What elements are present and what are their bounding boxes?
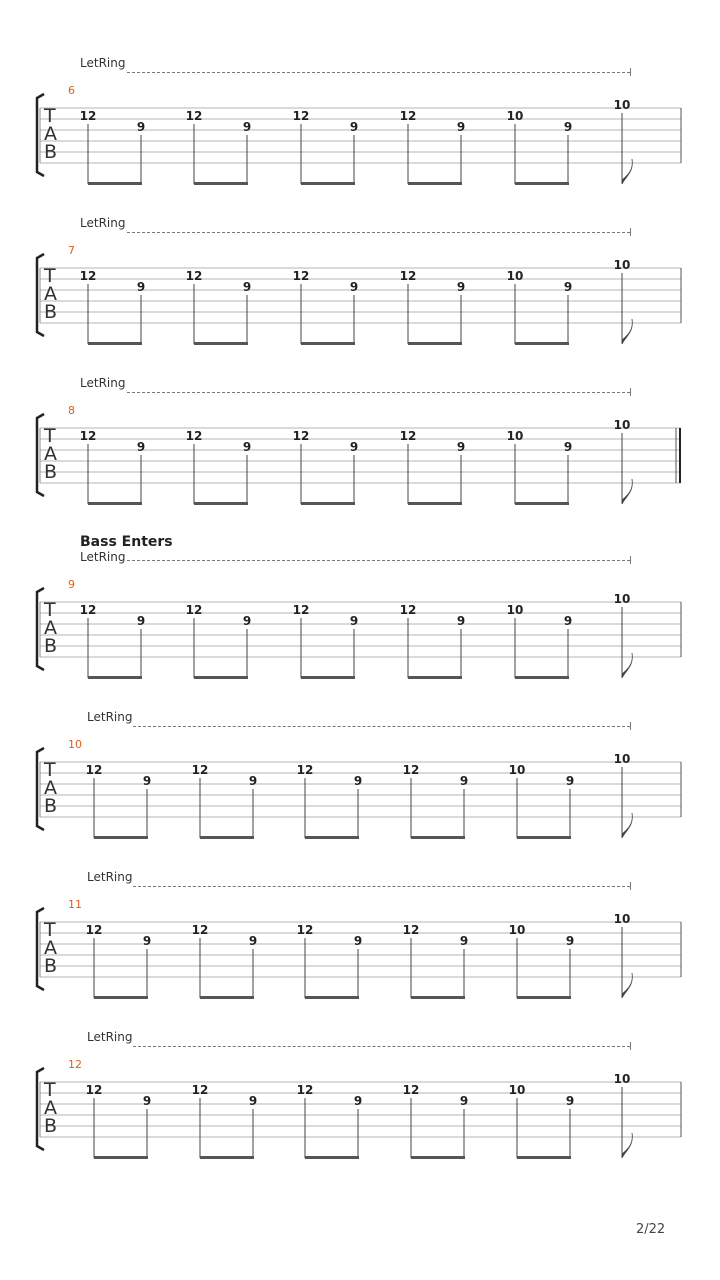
fret-number-final: 10 <box>613 258 631 272</box>
fret-number-mid: 9 <box>459 1094 469 1108</box>
fret-number-mid: 9 <box>248 1094 258 1108</box>
note-beam <box>88 342 142 345</box>
fret-number-mid: 9 <box>248 774 258 788</box>
tab-clef-letter: T <box>44 919 56 941</box>
fret-number-mid: 9 <box>349 440 359 454</box>
fret-number-mid: 9 <box>136 280 146 294</box>
note-beam <box>301 676 355 679</box>
section-text: Bass Enters <box>80 534 173 550</box>
fret-number-mid: 9 <box>242 440 252 454</box>
note-beam <box>515 182 569 185</box>
tab-clef-letter: B <box>44 1115 58 1137</box>
note-beam <box>517 836 571 839</box>
tab-clef-letter: A <box>44 937 57 959</box>
fret-number-high: 12 <box>185 603 203 617</box>
tab-clef-letter: T <box>44 425 56 447</box>
note-beam <box>94 836 148 839</box>
fret-number-high: 12 <box>85 1083 103 1097</box>
note-beam <box>301 182 355 185</box>
note-beam <box>515 342 569 345</box>
note-beam <box>515 676 569 679</box>
fret-number-mid: 9 <box>459 934 469 948</box>
tab-clef-letter: A <box>44 617 57 639</box>
tab-staff <box>0 56 720 216</box>
fret-number-high: 12 <box>402 923 420 937</box>
note-beam <box>88 502 142 505</box>
note-beam <box>88 676 142 679</box>
fret-number-mid: 9 <box>563 120 573 134</box>
tab-staff <box>0 536 720 696</box>
fret-number-mid: 9 <box>353 774 363 788</box>
fret-number-high: 12 <box>79 109 97 123</box>
tab-staff <box>0 710 720 870</box>
tab-clef-letter: B <box>44 461 58 483</box>
fret-number-high: 12 <box>402 763 420 777</box>
measure-number: 6 <box>68 84 75 97</box>
fret-number-high: 12 <box>185 269 203 283</box>
note-beam <box>194 342 248 345</box>
fret-number-high: 12 <box>85 763 103 777</box>
tab-clef-letter: B <box>44 301 58 323</box>
tab-staff <box>0 870 720 1030</box>
note-beam <box>408 502 462 505</box>
let-ring-label: LetRing <box>80 550 126 564</box>
fret-number-mid: 9 <box>248 934 258 948</box>
fret-number-high: 10 <box>506 269 524 283</box>
tab-clef-letter: B <box>44 635 58 657</box>
fret-number-high: 12 <box>191 1083 209 1097</box>
fret-number-mid: 9 <box>563 440 573 454</box>
note-beam <box>88 182 142 185</box>
note-beam <box>194 502 248 505</box>
let-ring-label: LetRing <box>80 56 126 70</box>
let-ring-label: LetRing <box>87 870 133 884</box>
fret-number-high: 12 <box>296 1083 314 1097</box>
tab-system <box>0 1030 720 1190</box>
fret-number-high: 12 <box>79 603 97 617</box>
let-ring-label: LetRing <box>87 1030 133 1044</box>
tab-clef-letter: A <box>44 1097 57 1119</box>
measure-number: 7 <box>68 244 75 257</box>
fret-number-high: 12 <box>292 429 310 443</box>
fret-number-mid: 9 <box>565 774 575 788</box>
fret-number-mid: 9 <box>349 120 359 134</box>
tab-staff <box>0 216 720 376</box>
fret-number-high: 12 <box>85 923 103 937</box>
fret-number-final: 10 <box>613 752 631 766</box>
fret-number-mid: 9 <box>242 120 252 134</box>
note-beam <box>515 502 569 505</box>
fret-number-high: 10 <box>506 603 524 617</box>
tab-clef-letter: T <box>44 599 56 621</box>
fret-number-mid: 9 <box>136 440 146 454</box>
fret-number-high: 12 <box>185 109 203 123</box>
fret-number-high: 12 <box>399 109 417 123</box>
fret-number-high: 12 <box>399 603 417 617</box>
page-number: 2/22 <box>636 1222 666 1237</box>
tab-clef-letter: T <box>44 1079 56 1101</box>
fret-number-high: 12 <box>292 603 310 617</box>
note-beam <box>301 502 355 505</box>
fret-number-mid: 9 <box>456 280 466 294</box>
fret-number-high: 10 <box>508 763 526 777</box>
fret-number-mid: 9 <box>142 934 152 948</box>
fret-number-mid: 9 <box>142 1094 152 1108</box>
fret-number-high: 10 <box>506 109 524 123</box>
note-beam <box>517 996 571 999</box>
let-ring-label: LetRing <box>87 710 133 724</box>
fret-number-mid: 9 <box>136 614 146 628</box>
measure-number: 9 <box>68 578 75 591</box>
note-beam <box>408 342 462 345</box>
fret-number-mid: 9 <box>353 1094 363 1108</box>
fret-number-mid: 9 <box>563 280 573 294</box>
note-beam <box>194 182 248 185</box>
fret-number-high: 10 <box>508 1083 526 1097</box>
note-beam <box>305 996 359 999</box>
measure-number: 8 <box>68 404 75 417</box>
note-beam <box>194 676 248 679</box>
fret-number-mid: 9 <box>136 120 146 134</box>
fret-number-high: 12 <box>399 269 417 283</box>
tab-system <box>0 870 720 1030</box>
tab-clef-letter: T <box>44 265 56 287</box>
fret-number-high: 12 <box>79 269 97 283</box>
fret-number-high: 12 <box>191 923 209 937</box>
measure-number: 10 <box>68 738 82 751</box>
measure-number: 12 <box>68 1058 82 1071</box>
fret-number-mid: 9 <box>565 1094 575 1108</box>
fret-number-mid: 9 <box>349 280 359 294</box>
fret-number-high: 12 <box>402 1083 420 1097</box>
fret-number-mid: 9 <box>242 280 252 294</box>
tab-clef-letter: A <box>44 443 57 465</box>
note-beam <box>301 342 355 345</box>
tab-system <box>0 710 720 870</box>
note-beam <box>200 836 254 839</box>
tab-system <box>0 216 720 376</box>
fret-number-high: 12 <box>79 429 97 443</box>
note-beam <box>411 1156 465 1159</box>
let-ring-label: LetRing <box>80 216 126 230</box>
fret-number-mid: 9 <box>459 774 469 788</box>
fret-number-mid: 9 <box>349 614 359 628</box>
fret-number-final: 10 <box>613 1072 631 1086</box>
fret-number-high: 12 <box>292 269 310 283</box>
fret-number-mid: 9 <box>242 614 252 628</box>
measure-number: 11 <box>68 898 82 911</box>
fret-number-final: 10 <box>613 912 631 926</box>
fret-number-high: 12 <box>296 923 314 937</box>
fret-number-high: 12 <box>191 763 209 777</box>
note-beam <box>200 996 254 999</box>
tab-staff <box>0 1030 720 1190</box>
note-beam <box>305 836 359 839</box>
tab-system <box>0 536 720 696</box>
tab-clef-letter: A <box>44 777 57 799</box>
tab-clef-letter: B <box>44 955 58 977</box>
fret-number-high: 12 <box>292 109 310 123</box>
note-beam <box>94 1156 148 1159</box>
tab-system <box>0 376 720 536</box>
tab-staff <box>0 376 720 536</box>
fret-number-high: 10 <box>508 923 526 937</box>
note-beam <box>200 1156 254 1159</box>
fret-number-mid: 9 <box>563 614 573 628</box>
tab-clef-letter: B <box>44 141 58 163</box>
fret-number-high: 12 <box>399 429 417 443</box>
note-beam <box>408 676 462 679</box>
note-beam <box>305 1156 359 1159</box>
let-ring-label: LetRing <box>80 376 126 390</box>
fret-number-high: 12 <box>296 763 314 777</box>
note-beam <box>517 1156 571 1159</box>
tab-clef-letter: T <box>44 759 56 781</box>
fret-number-mid: 9 <box>456 440 466 454</box>
tab-clef-letter: B <box>44 795 58 817</box>
note-beam <box>411 836 465 839</box>
tab-clef-letter: T <box>44 105 56 127</box>
fret-number-mid: 9 <box>353 934 363 948</box>
fret-number-high: 10 <box>506 429 524 443</box>
tab-system <box>0 56 720 216</box>
fret-number-final: 10 <box>613 98 631 112</box>
fret-number-final: 10 <box>613 592 631 606</box>
fret-number-final: 10 <box>613 418 631 432</box>
fret-number-mid: 9 <box>456 614 466 628</box>
fret-number-high: 12 <box>185 429 203 443</box>
fret-number-mid: 9 <box>142 774 152 788</box>
note-beam <box>94 996 148 999</box>
tab-clef-letter: A <box>44 123 57 145</box>
note-beam <box>408 182 462 185</box>
note-beam <box>411 996 465 999</box>
fret-number-mid: 9 <box>565 934 575 948</box>
tab-clef-letter: A <box>44 283 57 305</box>
fret-number-mid: 9 <box>456 120 466 134</box>
